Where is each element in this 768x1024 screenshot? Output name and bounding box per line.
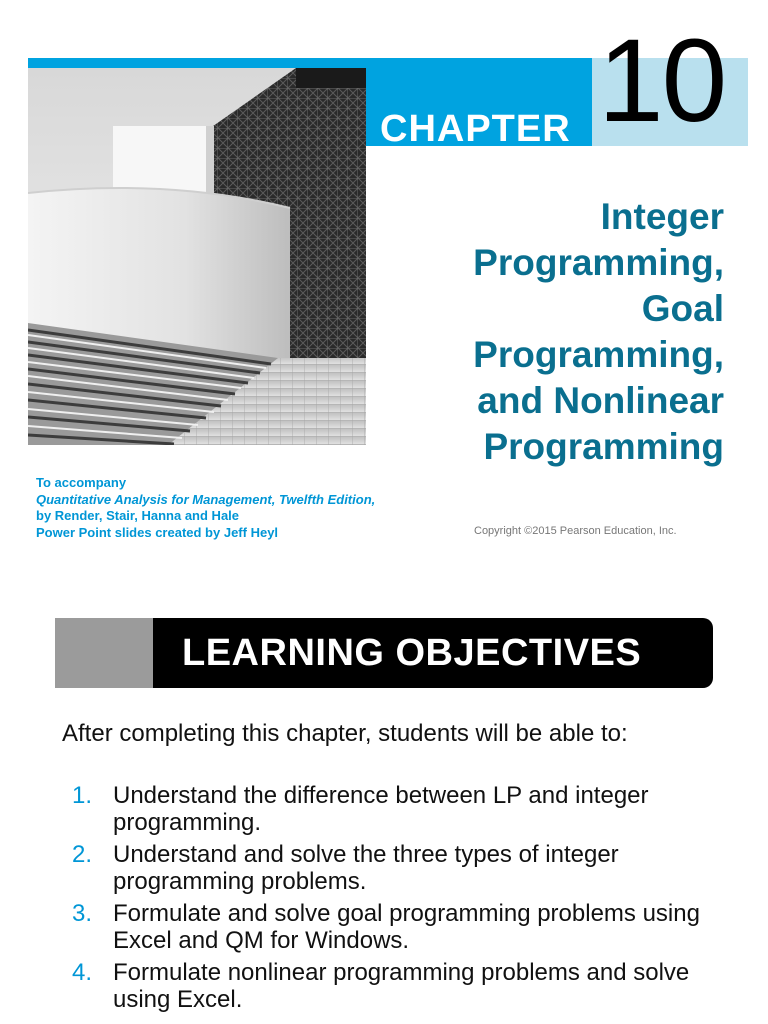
objective-text: Formulate nonlinear programming problems and solve using Excel.: [113, 959, 690, 1013]
chapter-label: CHAPTER: [380, 108, 571, 150]
credits-accompany: To accompany: [36, 475, 127, 490]
objective-text: Formulate and solve goal programming problems using Excel and QM for Windows.: [113, 900, 700, 954]
title-line: Integer: [600, 196, 724, 237]
chapter-title: [394, 194, 724, 470]
objective-number: 4.: [72, 959, 93, 986]
list-item: [62, 841, 702, 895]
list-item: [62, 959, 702, 1013]
architecture-photo-icon: [28, 68, 366, 445]
chapter-number: 10: [598, 15, 726, 147]
objectives-intro: After completing this chapter, students will be able to:: [62, 720, 628, 747]
objective-number: 1.: [72, 782, 93, 809]
title-line: Programming,: [473, 242, 724, 283]
objective-text: Understand the difference between LP and integer programming.: [113, 782, 649, 836]
credits-slides-author: Power Point slides created by Jeff Heyl: [36, 524, 279, 540]
credits-authors: by Render, Stair, Hanna and Hale: [36, 508, 240, 523]
title-line: Programming,: [473, 334, 724, 375]
copyright-notice: Copyright ©2015 Pearson Education, Inc.: [474, 525, 677, 537]
list-item: [62, 782, 702, 836]
title-line: and Nonlinear: [477, 380, 724, 421]
heading-accent-bar: [55, 618, 165, 688]
learning-objectives-heading: LEARNING OBJECTIVES: [182, 632, 642, 674]
objective-number: 2.: [72, 841, 93, 868]
architecture-photo: [28, 68, 366, 445]
objectives-list: [62, 782, 702, 1018]
learning-objectives-slide: [0, 600, 768, 1024]
objective-number: 3.: [72, 900, 93, 927]
objective-text: Understand and solve the three types of integer programming problems.: [113, 841, 619, 895]
credits-book-title: Quantitative Analysis for Management, Twelfth Edition,: [36, 491, 376, 507]
title-line: Programming: [483, 426, 724, 467]
credits: [36, 475, 375, 541]
title-line: Goal: [641, 288, 724, 329]
list-item: [62, 900, 702, 954]
